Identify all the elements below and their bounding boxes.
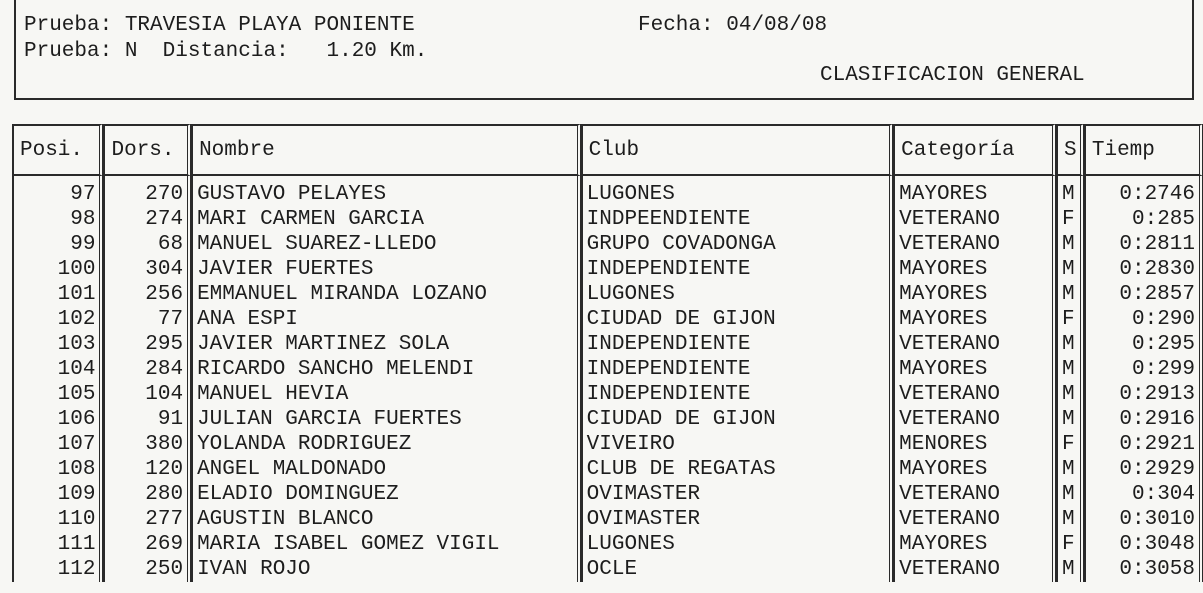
category-cell: VETERANO: [893, 407, 1056, 432]
sex-cell: F: [1056, 307, 1084, 332]
dorsal-cell: 68: [103, 232, 191, 257]
club-cell: OVIMASTER: [581, 482, 893, 507]
name-cell: ANGEL MALDONADO: [191, 457, 581, 482]
race-name: TRAVESIA PLAYA PONIENTE: [124, 14, 415, 37]
race-code: N: [124, 40, 138, 63]
position-cell: 105: [12, 382, 103, 407]
column-header-club: Club: [581, 124, 893, 176]
dorsal-cell: 91: [103, 407, 191, 432]
club-cell: CIUDAD DE GIJON: [581, 307, 893, 332]
category-cell: MAYORES: [893, 282, 1056, 307]
category-cell: VETERANO: [893, 482, 1056, 507]
table-row: [12, 332, 1203, 357]
position-cell: 98: [12, 207, 103, 232]
table-row: [12, 507, 1203, 532]
race-code-label: Prueba:: [24, 40, 113, 63]
race-label: Prueba:: [24, 14, 113, 37]
club-cell: LUGONES: [581, 532, 893, 557]
table-row: [12, 282, 1203, 307]
position-cell: 111: [12, 532, 103, 557]
category-cell: VETERANO: [893, 207, 1056, 232]
date-label: Fecha:: [638, 14, 714, 37]
time-cell: 0:2830: [1084, 257, 1203, 282]
club-cell: VIVEIRO: [581, 432, 893, 457]
time-cell: 0:3048: [1084, 532, 1203, 557]
time-cell: 0:2916: [1084, 407, 1203, 432]
dorsal-cell: 104: [103, 382, 191, 407]
category-cell: VETERANO: [893, 332, 1056, 357]
time-cell: 0:299: [1084, 357, 1203, 382]
time-cell: 0:295: [1084, 332, 1203, 357]
name-cell: YOLANDA RODRIGUEZ: [191, 432, 581, 457]
category-cell: VETERANO: [893, 232, 1056, 257]
category-cell: VETERANO: [893, 382, 1056, 407]
dorsal-cell: 295: [103, 332, 191, 357]
time-cell: 0:304: [1084, 482, 1203, 507]
dorsal-cell: 284: [103, 357, 191, 382]
name-cell: MARI CARMEN GARCIA: [191, 207, 581, 232]
column-header-dorsal: Dors.: [103, 124, 191, 176]
race-code-line: [24, 40, 427, 64]
position-cell: 107: [12, 432, 103, 457]
name-cell: MARIA ISABEL GOMEZ VIGIL: [191, 532, 581, 557]
club-cell: INDPEENDIENTE: [581, 207, 893, 232]
category-cell: MENORES: [893, 432, 1056, 457]
time-cell: 0:2746: [1084, 182, 1203, 207]
position-cell: 100: [12, 257, 103, 282]
category-cell: VETERANO: [893, 557, 1056, 582]
club-cell: INDEPENDIENTE: [581, 382, 893, 407]
dorsal-cell: 270: [103, 182, 191, 207]
position-cell: 110: [12, 507, 103, 532]
club-cell: LUGONES: [581, 182, 893, 207]
name-cell: MANUEL HEVIA: [191, 382, 581, 407]
dorsal-cell: 304: [103, 257, 191, 282]
dorsal-cell: 380: [103, 432, 191, 457]
sex-cell: M: [1056, 557, 1084, 582]
category-cell: MAYORES: [893, 457, 1056, 482]
name-cell: ELADIO DOMINGUEZ: [191, 482, 581, 507]
table-row: [12, 407, 1203, 432]
dorsal-cell: 269: [103, 532, 191, 557]
club-cell: LUGONES: [581, 282, 893, 307]
sex-cell: F: [1056, 532, 1084, 557]
sex-cell: M: [1056, 232, 1084, 257]
table-row: [12, 207, 1203, 232]
category-cell: MAYORES: [893, 307, 1056, 332]
name-cell: JAVIER MARTINEZ SOLA: [191, 332, 581, 357]
time-cell: 0:3058: [1084, 557, 1203, 582]
table-row: [12, 182, 1203, 207]
dorsal-cell: 280: [103, 482, 191, 507]
name-cell: IVAN ROJO: [191, 557, 581, 582]
date-line: [638, 14, 827, 38]
table-row: [12, 357, 1203, 382]
time-cell: 0:2811: [1084, 232, 1203, 257]
club-cell: CIUDAD DE GIJON: [581, 407, 893, 432]
sex-cell: F: [1056, 207, 1084, 232]
position-cell: 106: [12, 407, 103, 432]
distance-label: Distancia:: [162, 40, 289, 63]
sex-cell: M: [1056, 357, 1084, 382]
sex-cell: F: [1056, 432, 1084, 457]
position-cell: 97: [12, 182, 103, 207]
name-cell: EMMANUEL MIRANDA LOZANO: [191, 282, 581, 307]
name-cell: GUSTAVO PELAYES: [191, 182, 581, 207]
sex-cell: M: [1056, 332, 1084, 357]
club-cell: OCLE: [581, 557, 893, 582]
club-cell: OVIMASTER: [581, 507, 893, 532]
dorsal-cell: 120: [103, 457, 191, 482]
position-cell: 109: [12, 482, 103, 507]
table-row: [12, 307, 1203, 332]
table-row: [12, 257, 1203, 282]
position-cell: 101: [12, 282, 103, 307]
table-header-row: [12, 124, 1203, 176]
dorsal-cell: 277: [103, 507, 191, 532]
table-row: [12, 382, 1203, 407]
column-header-name: Nombre: [191, 124, 581, 176]
sex-cell: M: [1056, 482, 1084, 507]
column-header-sex: S: [1056, 124, 1084, 176]
club-cell: INDEPENDIENTE: [581, 357, 893, 382]
race-name-line: [24, 14, 415, 38]
position-cell: 112: [12, 557, 103, 582]
club-cell: CLUB DE REGATAS: [581, 457, 893, 482]
club-cell: INDEPENDIENTE: [581, 332, 893, 357]
position-cell: 99: [12, 232, 103, 257]
table-row: [12, 557, 1203, 582]
position-cell: 104: [12, 357, 103, 382]
column-header-category: Categoría: [893, 124, 1056, 176]
position-cell: 108: [12, 457, 103, 482]
table-row: [12, 482, 1203, 507]
category-cell: MAYORES: [893, 532, 1056, 557]
sex-cell: M: [1056, 282, 1084, 307]
time-cell: 0:290: [1084, 307, 1203, 332]
position-cell: 103: [12, 332, 103, 357]
results-table: [12, 124, 1203, 582]
club-cell: INDEPENDIENTE: [581, 257, 893, 282]
table-row: [12, 457, 1203, 482]
name-cell: JAVIER FUERTES: [191, 257, 581, 282]
name-cell: RICARDO SANCHO MELENDI: [191, 357, 581, 382]
table-row: [12, 432, 1203, 457]
column-header-position: Posi.: [12, 124, 103, 176]
sex-cell: M: [1056, 257, 1084, 282]
time-cell: 0:2857: [1084, 282, 1203, 307]
column-header-time: Tiemp: [1084, 124, 1203, 176]
sex-cell: M: [1056, 457, 1084, 482]
race-date: 04/08/08: [726, 14, 828, 37]
time-cell: 0:2921: [1084, 432, 1203, 457]
time-cell: 0:2929: [1084, 457, 1203, 482]
sex-cell: M: [1056, 382, 1084, 407]
time-cell: 0:285: [1084, 207, 1203, 232]
table-row: [12, 532, 1203, 557]
time-cell: 0:3010: [1084, 507, 1203, 532]
category-cell: MAYORES: [893, 357, 1056, 382]
dorsal-cell: 250: [103, 557, 191, 582]
report-title: CLASIFICACION GENERAL: [820, 64, 1085, 87]
sex-cell: M: [1056, 507, 1084, 532]
race-distance: 1.20 Km.: [326, 40, 428, 63]
name-cell: ANA ESPI: [191, 307, 581, 332]
category-cell: VETERANO: [893, 507, 1056, 532]
sex-cell: M: [1056, 407, 1084, 432]
dorsal-cell: 256: [103, 282, 191, 307]
name-cell: AGUSTIN BLANCO: [191, 507, 581, 532]
sex-cell: M: [1056, 182, 1084, 207]
dorsal-cell: 77: [103, 307, 191, 332]
dorsal-cell: 274: [103, 207, 191, 232]
club-cell: GRUPO COVADONGA: [581, 232, 893, 257]
results-body: [12, 176, 1203, 582]
category-cell: MAYORES: [893, 257, 1056, 282]
table-row: [12, 232, 1203, 257]
time-cell: 0:2913: [1084, 382, 1203, 407]
category-cell: MAYORES: [893, 182, 1056, 207]
position-cell: 102: [12, 307, 103, 332]
name-cell: JULIAN GARCIA FUERTES: [191, 407, 581, 432]
name-cell: MANUEL SUAREZ-LLEDO: [191, 232, 581, 257]
